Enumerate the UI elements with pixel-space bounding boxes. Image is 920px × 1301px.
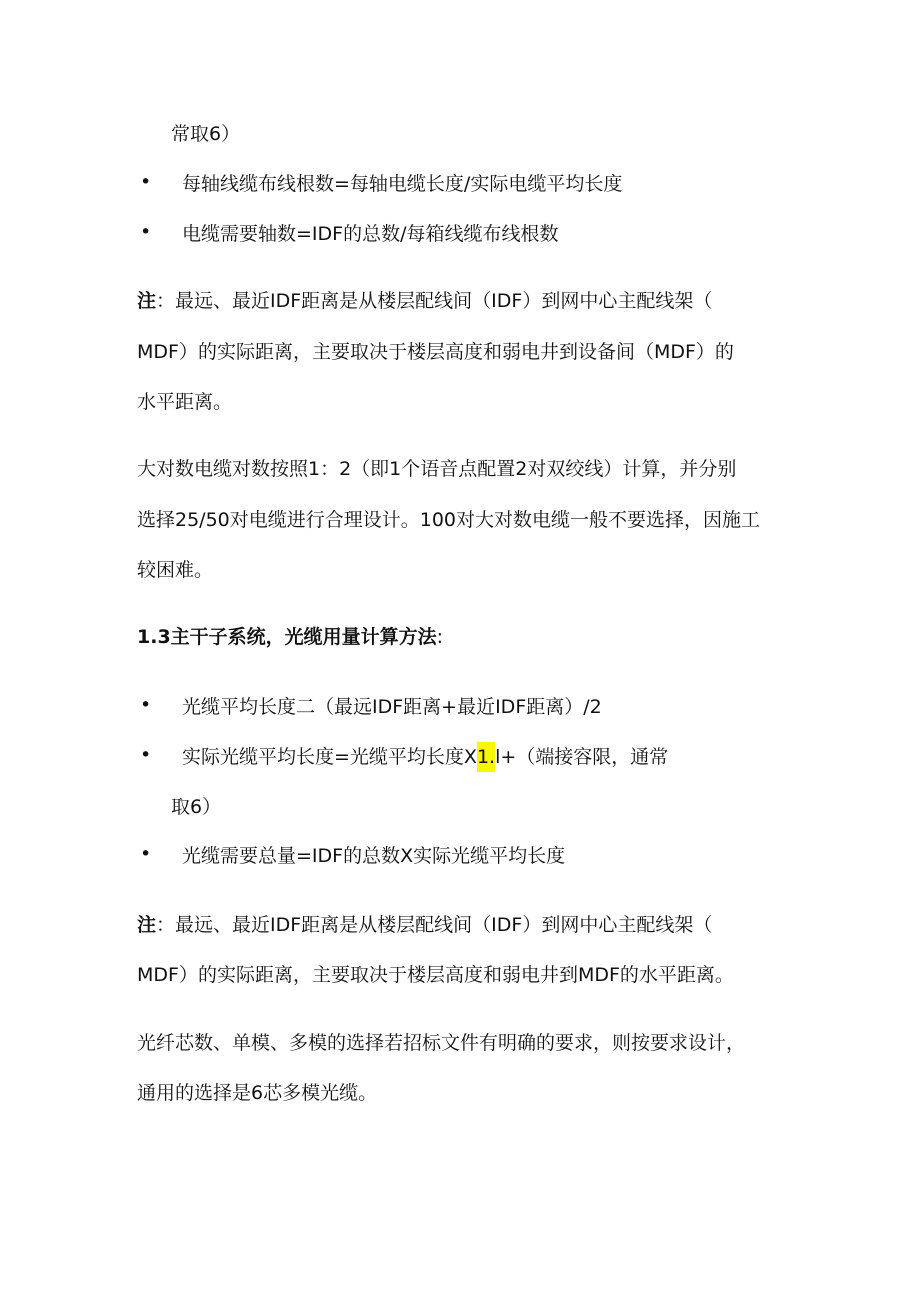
- paragraph-line: 选择25/50对电缆进行合理设计。100对大对数电缆一般不要选择，因施工: [137, 509, 761, 531]
- list-item: 光缆需要总量=IDF的总数X实际光缆平均长度: [182, 845, 566, 867]
- continuation-text: 取6）: [171, 796, 222, 818]
- note-paragraph: [137, 912, 712, 938]
- list-item: [182, 744, 668, 770]
- continuation-text: 常取6）: [171, 123, 241, 145]
- note-text: ：最远、最近IDF距离是从楼层配线间（IDF）到网中心主配线架（: [156, 914, 713, 936]
- note-label: 注: [137, 290, 157, 312]
- paragraph-line: 较困难。: [137, 559, 214, 581]
- list-item: 电缆需要轴数=IDF的总数/每箱线缆布线根数: [182, 223, 559, 245]
- paragraph-line: 大对数电缆对数按照1：2（即1个语音点配置2对双绞线）计算，并分别: [137, 458, 737, 480]
- list-item: 光缆平均长度二（最远IDF距离+最近IDF距离）/2: [182, 696, 602, 718]
- list-item: 每轴线缆布线根数=每轴电缆长度/实际电缆平均长度: [182, 173, 623, 195]
- bullet-marker: •: [140, 744, 152, 766]
- highlighted-text: 1.: [477, 742, 495, 772]
- note-label: 注: [137, 914, 157, 936]
- bullet-marker: •: [140, 694, 152, 716]
- note-text-line: 水平距离。: [137, 391, 233, 413]
- bullet-marker: •: [140, 843, 152, 865]
- note-text-line: MDF）的实际距离，主要取决于楼层高度和弱电井到设备间（MDF）的: [137, 341, 734, 363]
- list-item-text: l+（端接容限，通常: [495, 746, 669, 768]
- bullet-marker: •: [140, 221, 152, 243]
- note-text-line: MDF）的实际距离，主要取决于楼层高度和弱电井到MDF的水平距离。: [137, 964, 734, 986]
- note-text: ：最远、最近IDF距离是从楼层配线间（IDF）到网中心主配线架（: [156, 290, 713, 312]
- section-heading-text: 1.3主干子系统，光缆用量计算方法: [137, 626, 437, 648]
- paragraph-line: 光纤芯数、单模、多模的选择若招标文件有明确的要求，则按要求设计，: [137, 1032, 746, 1054]
- section-heading-colon: :: [436, 626, 444, 648]
- bullet-marker: •: [140, 171, 152, 193]
- list-item-text: 实际光缆平均长度=光缆平均长度X: [182, 746, 477, 768]
- section-heading: [137, 624, 443, 650]
- note-paragraph: [137, 288, 712, 314]
- paragraph-line: 通用的选择是6芯多模光缆。: [137, 1082, 378, 1104]
